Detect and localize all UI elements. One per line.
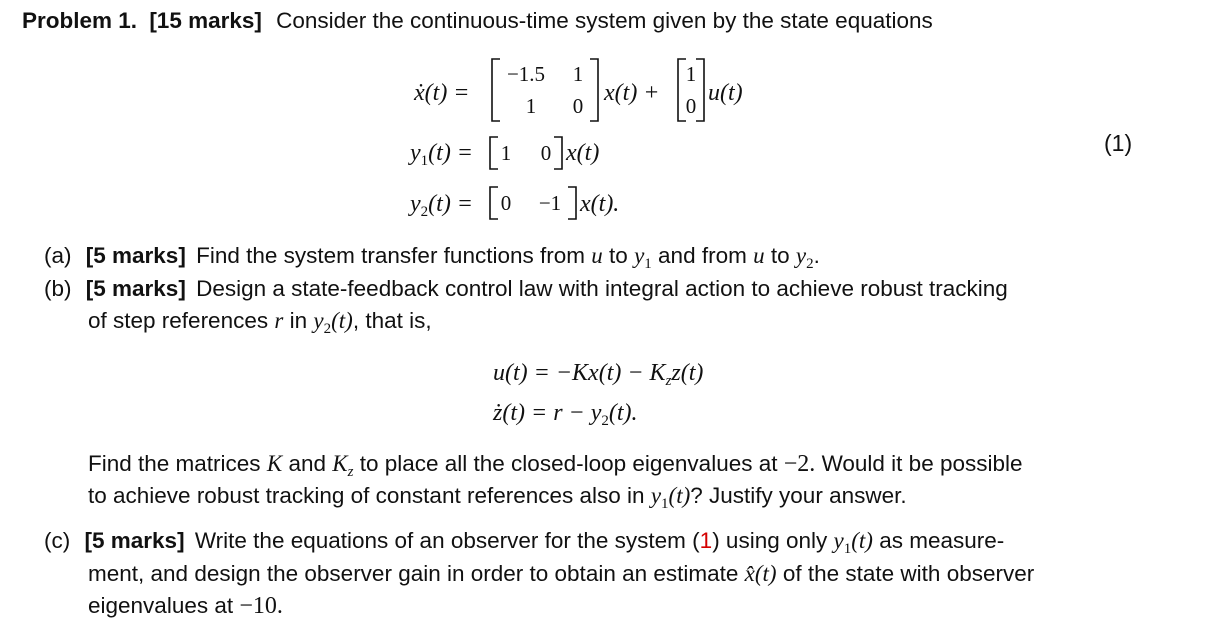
part-c-line3: eigenvalues at −10. <box>88 593 283 619</box>
matrix-a-entry: 1 <box>525 94 537 118</box>
part-b-line2: of step references r in $y_2(t)$, that is, <box>88 308 432 337</box>
matrix-b-entry: 1 <box>685 62 697 86</box>
control-law-eq1: $u(t) = -Kx(t) - K_zz(t)$ <box>493 360 704 389</box>
matrix-a-entry: 0 <box>572 94 584 118</box>
problem-intro: Consider the continuous-time system given by the state equations <box>276 8 933 33</box>
matrix-b-right-bracket <box>694 58 706 122</box>
part-c-marks: [5 marks] <box>84 528 185 553</box>
part-c-line1: (c) [5 marks] Write the equations of an observer for the system (1) using only $y_1(t)$ as measure- <box>44 528 1005 557</box>
part-c-label: (c) <box>44 528 71 553</box>
matrix-c1-entry: 1 <box>500 141 512 165</box>
matrix-a-entry: 1 <box>572 62 584 86</box>
xdot-plus: x(t) + <box>604 80 660 106</box>
equation-reference-link[interactable]: 1 <box>699 528 713 553</box>
matrix-c2-entry: −1 <box>538 191 562 215</box>
matrix-c2-entry: 0 <box>500 191 512 215</box>
part-b-para2: to achieve robust tracking of constant references also in $y_1(t)$? Justify your answer. <box>88 483 907 512</box>
control-law-eq2: ż(t) = $r - y_2(t)$. <box>493 400 638 429</box>
part-b-marks: [5 marks] <box>85 276 186 301</box>
matrix-c1-right-bracket <box>552 136 564 170</box>
y1-lhs: $y_1(t)$ = <box>410 140 474 169</box>
part-a-marks: [5 marks] <box>85 243 186 268</box>
part-b-label: (b) <box>44 276 72 301</box>
part-b-para1: Find the matrices K and $K_z$ to place all the closed-loop eigenvalues at −2. Would it be possible <box>88 451 1023 480</box>
matrix-c2-right-bracket <box>566 186 578 220</box>
problem-marks: [15 marks] <box>149 8 262 33</box>
matrix-b-entry: 0 <box>685 94 697 118</box>
y1-rhs: x(t) <box>566 140 600 166</box>
matrix-c1-entry: 0 <box>540 141 552 165</box>
part-a-label: (a) <box>44 243 72 268</box>
part-a: (a) [5 marks] Find the system transfer functions from u to $y_1$ and from u to $y_2$. <box>44 243 820 272</box>
problem-number: Problem 1. <box>22 8 138 33</box>
matrix-a-right-bracket <box>588 58 600 122</box>
problem-heading <box>22 8 933 34</box>
y2-lhs: $y_2(t)$ = <box>410 191 474 220</box>
equation-number: (1) <box>1104 130 1133 156</box>
y2-rhs: x(t). <box>580 191 620 217</box>
xdot-u: u(t) <box>708 80 743 106</box>
part-b-line1: (b) [5 marks] Design a state-feedback control law with integral action to achieve robust tracking <box>44 276 1008 301</box>
part-c-line2: ment, and design the observer gain in order to obtain an estimate x̂(t) of the state with observer <box>88 561 1035 586</box>
matrix-a-entry: −1.5 <box>506 62 546 86</box>
xdot-lhs: ẋ(t) = <box>414 80 470 106</box>
